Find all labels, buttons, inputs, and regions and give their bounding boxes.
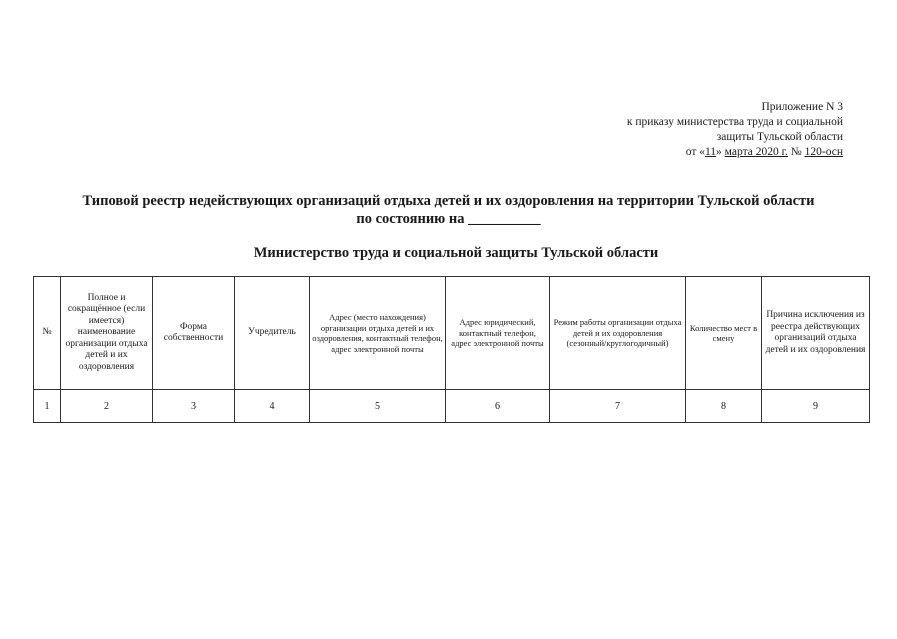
appendix-header bbox=[627, 100, 843, 160]
registry-table bbox=[33, 276, 870, 423]
table-numbering-row bbox=[34, 390, 870, 423]
date-day: 11 bbox=[704, 146, 717, 158]
date-prefix: от « bbox=[685, 146, 705, 158]
title-line-1: Типовой реестр недействующих организаций отдыха детей и их оздоровления на территории Тульской области bbox=[82, 193, 815, 209]
header-cell-exclusion-reason: Причина исключения из реестра действующих организаций отдыха детей и их оздоровления bbox=[762, 277, 870, 390]
column-number-2: 2 bbox=[61, 390, 153, 423]
column-number-1: 1 bbox=[34, 390, 61, 423]
column-number-4: 4 bbox=[235, 390, 310, 423]
appendix-order-reference: к приказу министерства труда и социальной bbox=[626, 116, 843, 128]
column-number-6: 6 bbox=[446, 390, 550, 423]
column-number-7: 7 bbox=[550, 390, 686, 423]
column-number-8: 8 bbox=[686, 390, 762, 423]
header-cell-capacity: Количество мест в смену bbox=[686, 277, 762, 390]
appendix-date-line bbox=[627, 145, 843, 160]
header-cell-ownership: Форма собственности bbox=[153, 277, 235, 390]
date-month-year: марта 2020 г. bbox=[724, 146, 788, 158]
column-number-5: 5 bbox=[310, 390, 446, 423]
appendix-number: Приложение N 3 bbox=[761, 101, 843, 113]
number-prefix: № bbox=[787, 146, 805, 158]
document-title bbox=[0, 192, 897, 228]
document-subtitle: Министерство труда и социальной защиты Тульской области bbox=[253, 245, 659, 261]
order-number: 120-осн bbox=[804, 146, 843, 158]
date-mid: » bbox=[716, 146, 725, 158]
header-cell-founder: Учредитель bbox=[235, 277, 310, 390]
header-cell-name: Полное и сокращённое (если имеется) наименование организации отдыха детей и их оздоровления bbox=[61, 277, 153, 390]
column-number-9: 9 bbox=[762, 390, 870, 423]
header-cell-address: Адрес (место нахождения) организации отдыха детей и их оздоровления, контактный телефон, адрес электронной почты bbox=[310, 277, 446, 390]
header-cell-legal-address: Адрес юридический, контактный телефон, адрес электронной почты bbox=[446, 277, 550, 390]
title-line-2: по состоянию на __________ bbox=[356, 211, 541, 227]
header-cell-number: № bbox=[34, 277, 61, 390]
table-header-row bbox=[34, 277, 870, 390]
header-cell-operating-mode: Режим работы организации отдыха детей и их оздоровления (сезонный/круглогодичный) bbox=[550, 277, 686, 390]
appendix-ministry: защиты Тульской области bbox=[716, 131, 843, 143]
column-number-3: 3 bbox=[153, 390, 235, 423]
